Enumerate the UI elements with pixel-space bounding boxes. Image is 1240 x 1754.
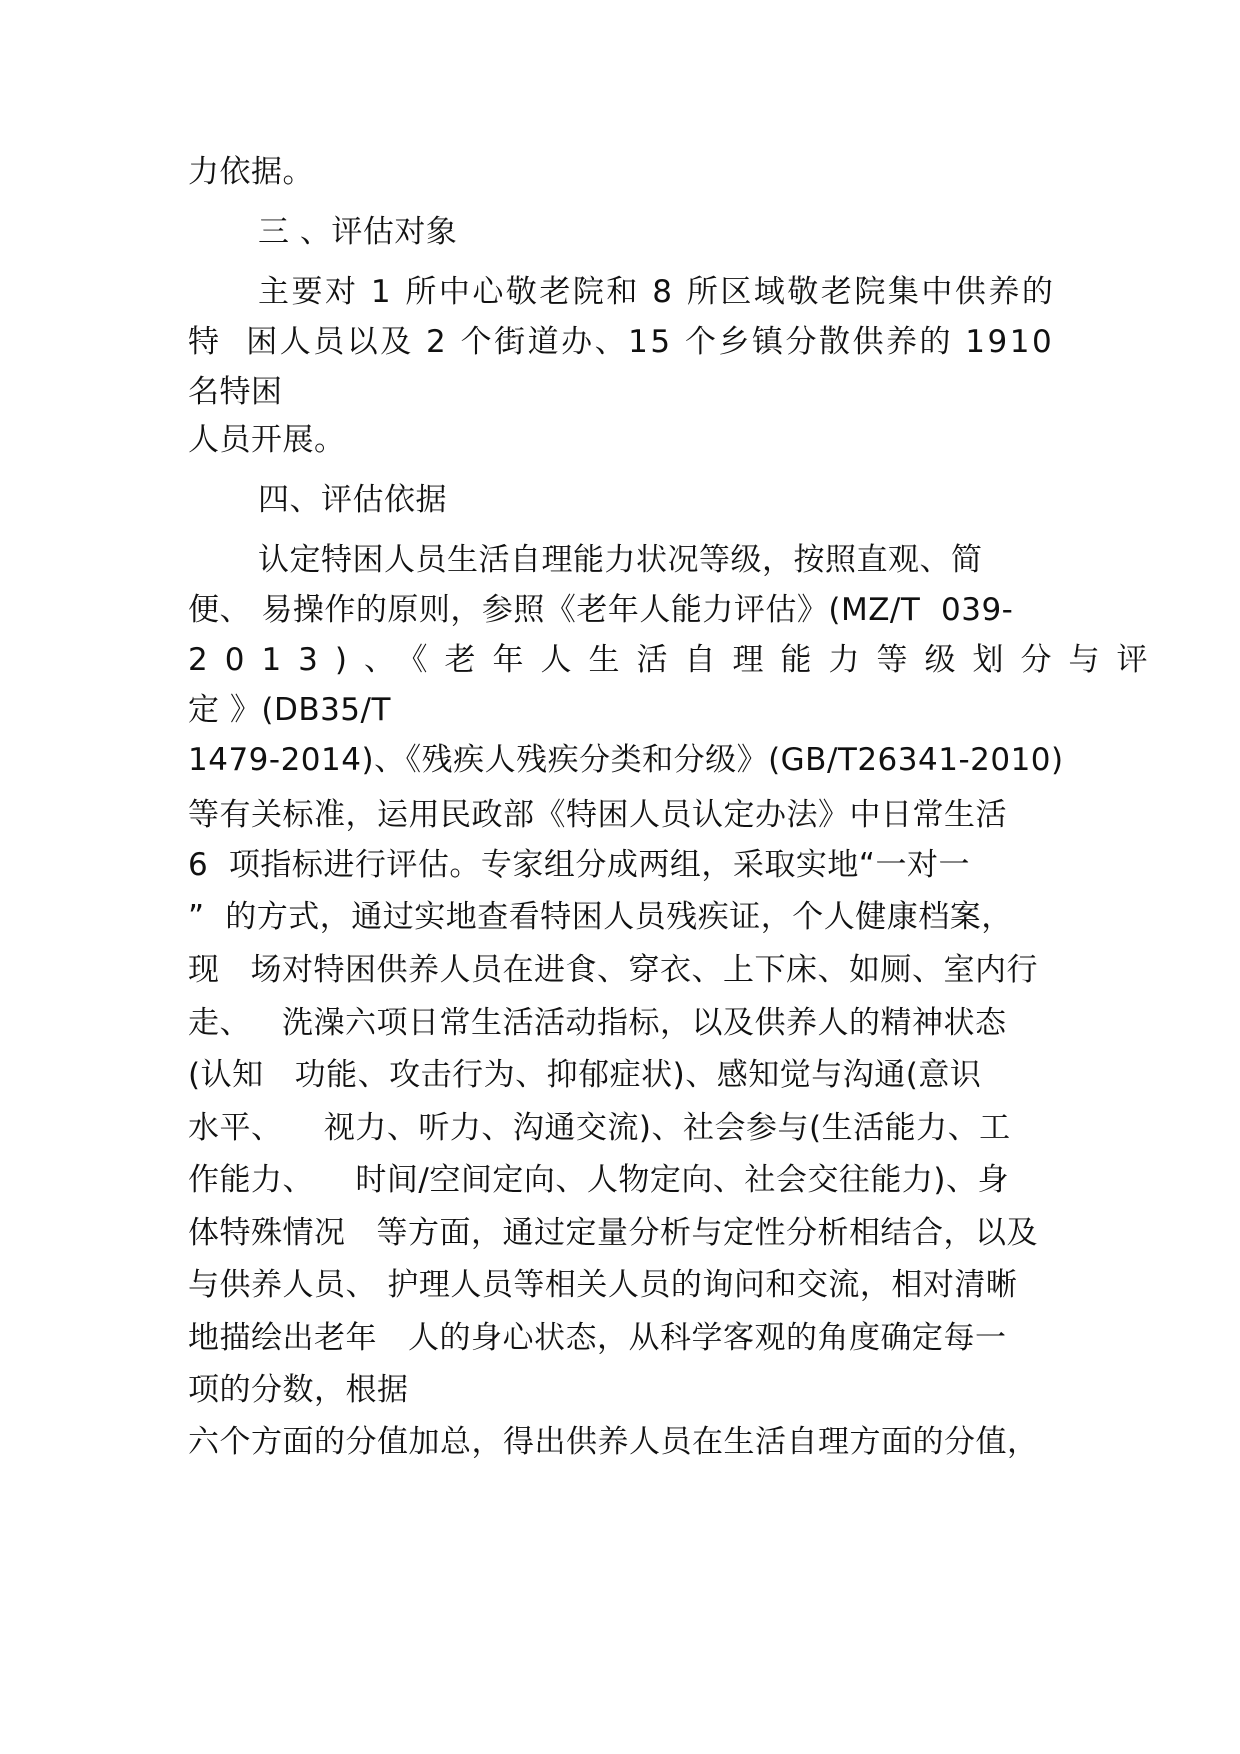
text-line: 特 困人员以及 2 个街道办、15 个乡镇分散供养的 1910	[188, 324, 1055, 360]
text-line: 与供养人员、 护理人员等相关人员的询问和交流，相对清晰	[188, 1267, 1018, 1303]
text-line: 现 场对特困供养人员在进食、穿衣、上下床、如厕、室内行	[188, 952, 1039, 988]
text-line: 走、 洗澡六项日常生活活动指标，以及供养人的精神状态	[188, 1005, 1007, 1041]
text-line: 6 项指标进行评估。专家组分成两组，采取实地“一对一	[188, 847, 970, 883]
section-heading: 四、评估依据	[258, 482, 447, 518]
text-line: 2013)、《老年人生活自理能力等级划分与评	[188, 642, 1165, 678]
text-line: 六个方面的分值加总，得出供养人员在生活自理方面的分值，	[188, 1424, 1039, 1460]
text-line: 1479-2014)、《残疾人残疾分类和分级》(GB/T26341-2010)	[188, 742, 1064, 778]
text-line: 定 》(DB35/T	[188, 692, 391, 728]
section-heading: 三 、评估对象	[258, 214, 458, 250]
text-line: 主要对 1 所中心敬老院和 8 所区域敬老院集中供养的	[258, 274, 1056, 310]
text-line: 名特困	[188, 374, 283, 410]
text-line: 作能力、 时间/空间定向、人物定向、社会交往能力)、身	[188, 1162, 1009, 1198]
text-line: 体特殊情况 等方面，通过定量分析与定性分析相结合，以及	[188, 1215, 1039, 1251]
text-line: 等有关标准，运用民政部《特困人员认定办法》中日常生活	[188, 797, 1007, 833]
text-line: ” 的方式，通过实地查看特困人员残疾证，个人健康档案，	[188, 899, 1013, 935]
text-line: 便、 易操作的原则，参照《老年人能力评估》(MZ/T 039-	[188, 592, 1014, 628]
text-line: 地描绘出老年 人的身心状态，从科学客观的角度确定每一	[188, 1320, 1007, 1356]
text-line: 人员开展。	[188, 422, 346, 458]
text-line: 水平、 视力、听力、沟通交流)、社会参与(生活能力、工	[188, 1110, 1011, 1146]
text-line: 认定特困人员生活自理能力状况等级，按照直观、简	[258, 542, 983, 578]
text-line: 项的分数，根据	[188, 1372, 409, 1408]
text-line: (认知 功能、攻击行为、抑郁症状)、感知觉与沟通(意识	[188, 1057, 982, 1093]
text-line: 力依据。	[188, 154, 314, 190]
